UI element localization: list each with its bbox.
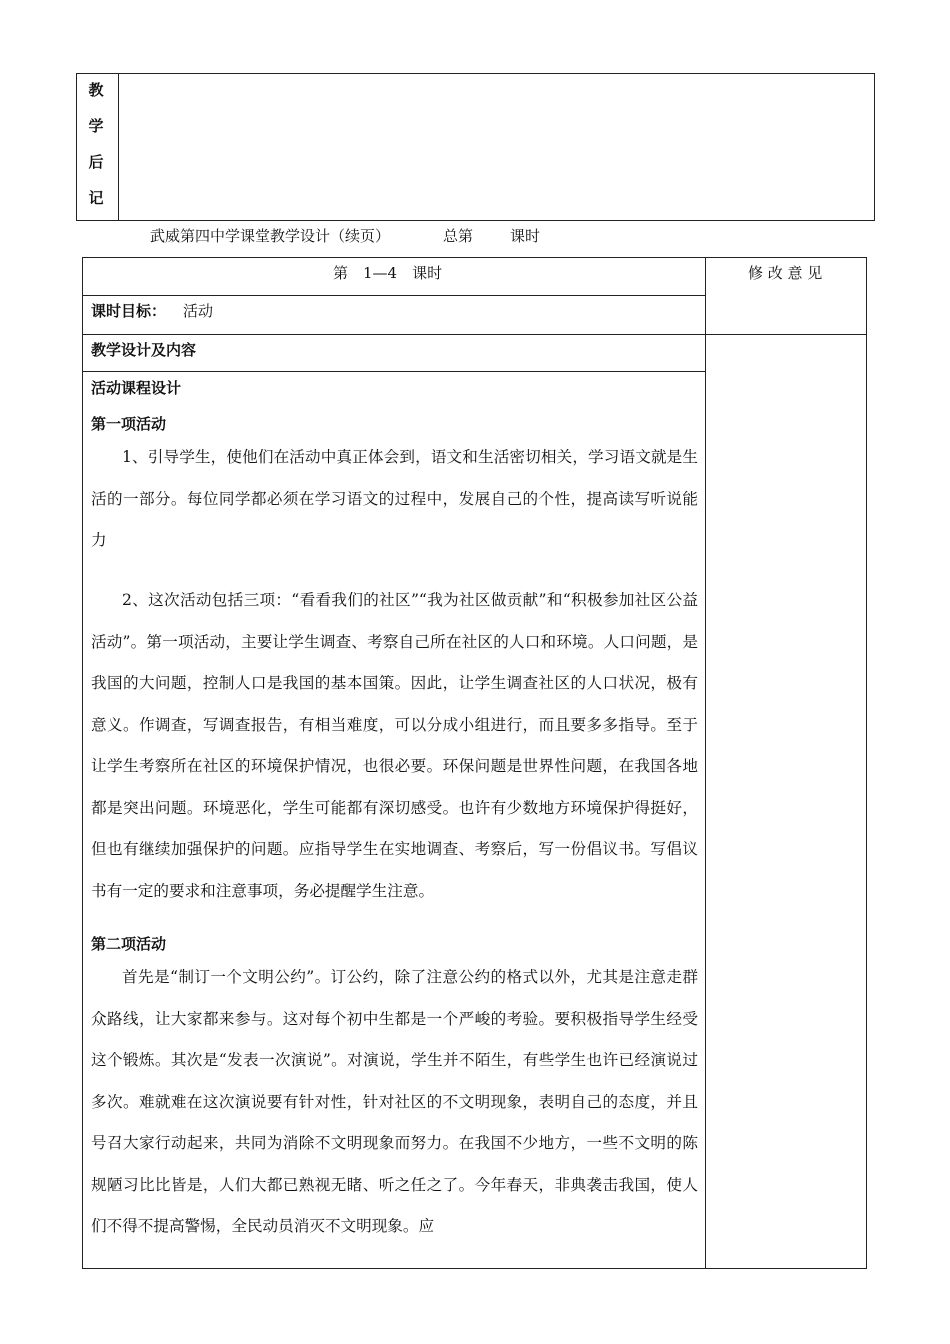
reflection-label-char: 学: [88, 117, 104, 135]
section-title: 教学设计及内容: [91, 341, 197, 359]
row-divider: [82, 334, 867, 335]
row-divider: [82, 295, 705, 296]
activity2-title: 第二项活动: [91, 935, 167, 953]
activity2-paragraph-1: 首先是“制订一个文明公约”。订公约，除了注意公约的格式以外，尤其是注意走群众路线，让大家都来参与。这对每个初中生都是一个严峻的考验。要积极指导学生经受这个锻炼。其次是“发表一次演说”。对演说，学生并不陌生，有些学生也许已经演说过多次。难就难在这次演说要有针对性，针对社区的不文明现象，表明自己的态度，并且号召大家行动起来，共同为消除不文明现象而努力。在我国不少地方，一些不文明的陈规陋习比比皆是，人们大都已熟视无睹、听之任之了。今年春天，非典袭击我国，使人们不得不提高警惕，全民动员消灭不文明现象。应: [91, 968, 698, 1235]
lesson-label: 课时: [510, 227, 541, 245]
objective-value: 活动: [183, 302, 214, 320]
reflection-table: [76, 73, 875, 221]
activity1-paragraph-1: 1、引导学生，使他们在活动中真正体会到，语文和生活密切相关，学习语文就是生活的一部分。每位同学都必须在学习语文的过程中，发展自己的个性，提高读写听说能力: [91, 448, 698, 549]
reflection-table-divider: [118, 73, 119, 221]
reflection-label-char: 记: [88, 189, 104, 207]
reflection-label-char: 后: [88, 153, 104, 171]
revision-header: 修 改 意 见: [748, 264, 823, 282]
revision-column-divider: [705, 257, 706, 1269]
activity1-paragraph-2: 2、这次活动包括三项：“看看我们的社区”“我为社区做贡献”和“积极参加社区公益活动”。第一项活动，主要让学生调查、考察自己所在社区的人口和环境。人口问题，是我国的大问题，控制人口是我国的基本国策。因此，让学生调查社区的人口状况，极有意义。作调查，写调查报告，有相当难度，可以分成小组进行，而且要多多指导。至于让学生考察所在社区的环境保护情况，也很必要。环保问题是世界性问题，在我国各地都是突出问题。环境恶化，学生可能都有深切感受。也许有少数地方环境保护得挺好，但也有继续加强保护的问题。应指导学生在实地调查、考察后，写一份倡议书。写倡议书有一定的要求和注意事项，务必提醒学生注意。: [91, 591, 698, 900]
reflection-label-char: 教: [88, 81, 104, 99]
objective-label: 课时目标：: [91, 302, 167, 320]
lesson-number: 第 1—4 课时: [333, 264, 443, 282]
school-caption: 武威第四中学课堂教学设计（续页）: [150, 227, 391, 245]
activity1-title: 第一项活动: [91, 415, 167, 433]
total-label: 总第: [443, 227, 474, 245]
row-divider: [82, 371, 705, 372]
course-title: 活动课程设计: [91, 379, 182, 397]
